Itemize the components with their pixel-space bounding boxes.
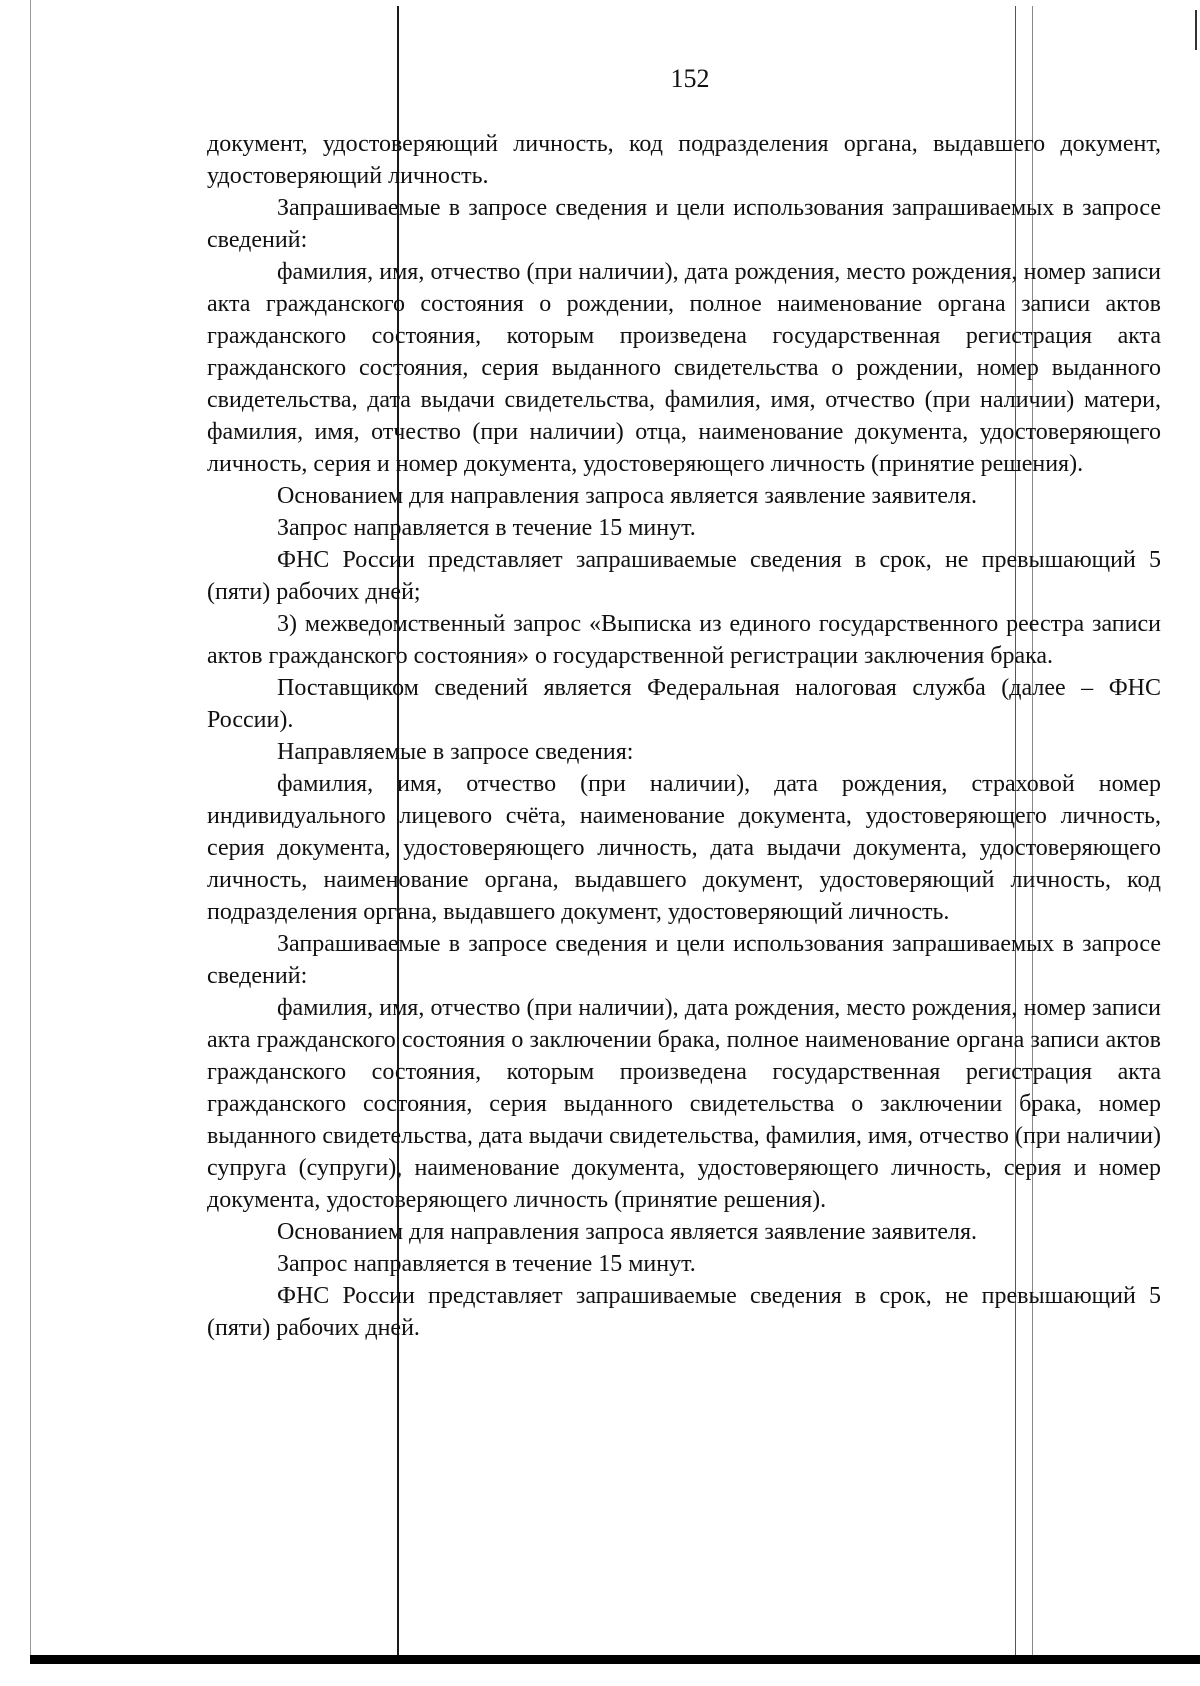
paragraph: Запрашиваемые в запросе сведения и цели использования запрашиваемых в запросе сведений: <box>207 195 1161 253</box>
paragraph: Запрос направляется в течение 15 минут. <box>277 1251 696 1277</box>
paragraph: Основанием для направления запроса является заявление заявителя. <box>277 483 978 509</box>
document-body <box>207 128 1161 1344</box>
scan-artifact-line <box>1195 10 1197 50</box>
paragraph: документ, удостоверяющий личность, код подразделения органа, выдавшего документ, удостоверяющий личность. <box>207 131 1161 189</box>
paragraph: Запрашиваемые в запросе сведения и цели использования запрашиваемых в запросе сведений: <box>207 931 1161 989</box>
paragraph: фамилия, имя, отчество (при наличии), дата рождения, место рождения, номер записи акта гражданского состояния о заключении брака, полное наименование органа записи актов гражданского состояния, которым произведена государственная регистрация акта гражданского состояния, серия выданного свидетельства о заключении брака, номер выданного свидетельства, дата выдачи свидетельства, фамилия, имя, отчество (при наличии) супруга (супруги), наименование документа, удостоверяющего личность, серия и номер документа, удостоверяющего личность (принятие решения). <box>207 995 1161 1213</box>
page-number: 152 <box>670 64 710 93</box>
paragraph: фамилия, имя, отчество (при наличии), дата рождения, страховой номер индивидуального лицевого счёта, наименование документа, удостоверяющего личность, серия документа, удостоверяющего личность, дата выдачи документа, удостоверяющего личность, наименование органа, выдавшего документ, удостоверяющий личность, код подразделения органа, выдавшего документ, удостоверяющий личность. <box>207 771 1161 925</box>
paragraph: Направляемые в запросе сведения: <box>277 739 634 765</box>
scan-bottom-border <box>30 1655 1200 1664</box>
paragraph: ФНС России представляет запрашиваемые сведения в срок, не превышающий 5 (пяти) рабочих дней; <box>207 547 1161 605</box>
paragraph: Основанием для направления запроса является заявление заявителя. <box>277 1219 978 1245</box>
scan-edge-line <box>30 0 31 1660</box>
paragraph: 3) межведомственный запрос «Выписка из единого государственного реестра записи актов гражданского состояния» о государственной регистрации заключения брака. <box>207 611 1161 669</box>
paragraph: Запрос направляется в течение 15 минут. <box>277 515 696 541</box>
paragraph: ФНС России представляет запрашиваемые сведения в срок, не превышающий 5 (пяти) рабочих дней. <box>207 1283 1161 1341</box>
paragraph: Поставщиком сведений является Федеральная налоговая служба (далее – ФНС России). <box>207 675 1161 733</box>
paragraph: фамилия, имя, отчество (при наличии), дата рождения, место рождения, номер записи акта гражданского состояния о рождении, полное наименование органа записи актов гражданского состояния, которым произведена государственная регистрация акта гражданского состояния, серия выданного свидетельства о рождении, номер выданного свидетельства, дата выдачи свидетельства, фамилия, имя, отчество (при наличии) матери, фамилия, имя, отчество (при наличии) отца, наименование документа, удостоверяющего личность, серия и номер документа, удостоверяющего личность (принятие решения). <box>207 259 1161 477</box>
